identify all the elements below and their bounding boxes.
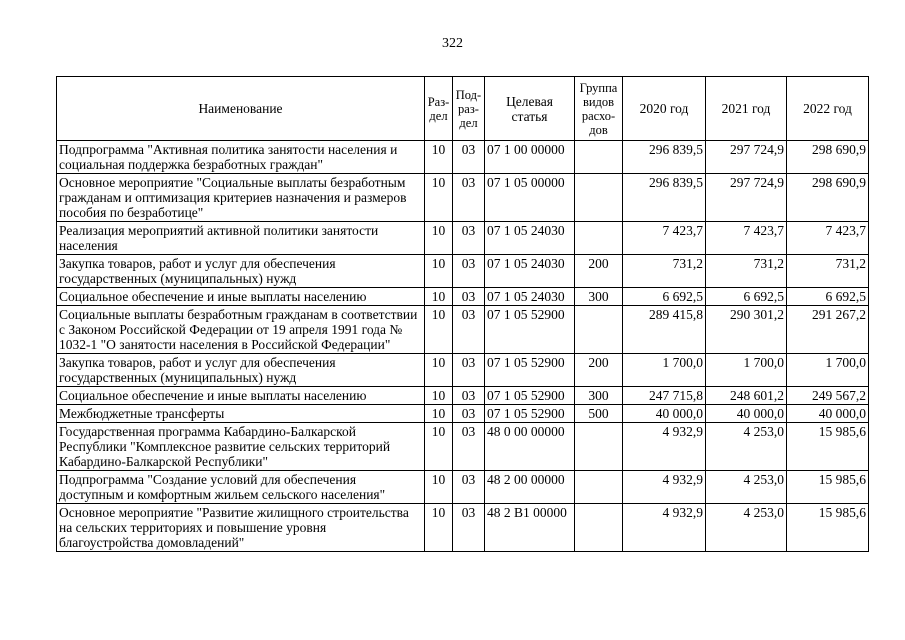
header-group xyxy=(575,77,623,141)
row-razdel: 10 xyxy=(425,504,453,552)
row-2022: 15 985,6 xyxy=(787,423,869,471)
row-razdel: 10 xyxy=(425,288,453,306)
row-group xyxy=(575,174,623,222)
row-razdel: 10 xyxy=(425,222,453,255)
header-2020: 2020 год xyxy=(623,77,706,141)
table-row xyxy=(57,405,869,423)
table-row xyxy=(57,174,869,222)
table-row xyxy=(57,255,869,288)
row-group: 300 xyxy=(575,288,623,306)
row-group: 300 xyxy=(575,387,623,405)
row-2020: 40 000,0 xyxy=(623,405,706,423)
row-2021: 731,2 xyxy=(706,255,787,288)
row-group xyxy=(575,222,623,255)
row-group xyxy=(575,504,623,552)
row-2022: 249 567,2 xyxy=(787,387,869,405)
header-target xyxy=(485,77,575,141)
row-2022: 291 267,2 xyxy=(787,306,869,354)
row-podrazdel: 03 xyxy=(453,504,485,552)
row-2021: 1 700,0 xyxy=(706,354,787,387)
row-2020: 731,2 xyxy=(623,255,706,288)
row-name: Государственная программа Кабардино-Балкарской Республики "Комплексное развитие сельских территорий Кабардино-Балкарской Республики" xyxy=(57,423,425,471)
row-podrazdel: 03 xyxy=(453,354,485,387)
row-podrazdel: 03 xyxy=(453,423,485,471)
row-2021: 4 253,0 xyxy=(706,504,787,552)
row-group xyxy=(575,141,623,174)
row-2022: 731,2 xyxy=(787,255,869,288)
table-row xyxy=(57,387,869,405)
row-2021: 297 724,9 xyxy=(706,174,787,222)
row-2021: 4 253,0 xyxy=(706,423,787,471)
header-name: Наименование xyxy=(57,77,425,141)
row-name: Реализация мероприятий активной политики занятости населения xyxy=(57,222,425,255)
row-target: 07 1 05 24030 xyxy=(485,222,575,255)
row-2021: 40 000,0 xyxy=(706,405,787,423)
row-2021: 7 423,7 xyxy=(706,222,787,255)
header-2022: 2022 год xyxy=(787,77,869,141)
row-2021: 297 724,9 xyxy=(706,141,787,174)
header-razdel xyxy=(425,77,453,141)
row-name: Закупка товаров, работ и услуг для обеспечения государственных (муниципальных) нужд xyxy=(57,354,425,387)
row-podrazdel: 03 xyxy=(453,306,485,354)
row-2021: 4 253,0 xyxy=(706,471,787,504)
table-body xyxy=(57,141,869,552)
row-group: 200 xyxy=(575,255,623,288)
row-2020: 289 415,8 xyxy=(623,306,706,354)
row-2022: 40 000,0 xyxy=(787,405,869,423)
row-2022: 1 700,0 xyxy=(787,354,869,387)
row-target: 07 1 05 24030 xyxy=(485,255,575,288)
row-target: 48 2 00 00000 xyxy=(485,471,575,504)
row-name: Основное мероприятие "Социальные выплаты безработным гражданам и оптимизация критериев назначения и размеров пособия по безработице" xyxy=(57,174,425,222)
row-group: 500 xyxy=(575,405,623,423)
row-name: Социальное обеспечение и иные выплаты населению xyxy=(57,387,425,405)
row-razdel: 10 xyxy=(425,405,453,423)
row-podrazdel: 03 xyxy=(453,222,485,255)
row-podrazdel: 03 xyxy=(453,387,485,405)
row-2021: 248 601,2 xyxy=(706,387,787,405)
row-name: Подпрограмма "Создание условий для обеспечения доступным и комфортным жильем сельского населения" xyxy=(57,471,425,504)
table-row xyxy=(57,423,869,471)
header-podrazdel xyxy=(453,77,485,141)
row-razdel: 10 xyxy=(425,141,453,174)
table-row xyxy=(57,222,869,255)
row-2022: 298 690,9 xyxy=(787,174,869,222)
row-group xyxy=(575,306,623,354)
row-2020: 6 692,5 xyxy=(623,288,706,306)
row-razdel: 10 xyxy=(425,255,453,288)
row-2020: 296 839,5 xyxy=(623,141,706,174)
row-target: 07 1 05 52900 xyxy=(485,387,575,405)
row-name: Социальное обеспечение и иные выплаты населению xyxy=(57,288,425,306)
row-2021: 290 301,2 xyxy=(706,306,787,354)
table-row xyxy=(57,354,869,387)
table-row xyxy=(57,471,869,504)
header-group-text: Группа видов расхо- дов xyxy=(579,80,618,137)
row-2020: 4 932,9 xyxy=(623,504,706,552)
row-podrazdel: 03 xyxy=(453,405,485,423)
table-header-row xyxy=(57,77,869,141)
row-2020: 296 839,5 xyxy=(623,174,706,222)
row-2022: 6 692,5 xyxy=(787,288,869,306)
row-razdel: 10 xyxy=(425,387,453,405)
row-target: 48 0 00 00000 xyxy=(485,423,575,471)
budget-table xyxy=(56,76,869,552)
row-razdel: 10 xyxy=(425,471,453,504)
row-group: 200 xyxy=(575,354,623,387)
table-row xyxy=(57,288,869,306)
header-target-text: Целевая статья xyxy=(506,93,553,124)
table-row xyxy=(57,306,869,354)
row-podrazdel: 03 xyxy=(453,174,485,222)
row-2022: 298 690,9 xyxy=(787,141,869,174)
row-podrazdel: 03 xyxy=(453,255,485,288)
header-podrazdel-text: Под- раз- дел xyxy=(455,87,482,130)
row-2020: 4 932,9 xyxy=(623,423,706,471)
table-row xyxy=(57,141,869,174)
row-2022: 7 423,7 xyxy=(787,222,869,255)
header-razdel-text: Раз- дел xyxy=(427,94,450,123)
row-name: Подпрограмма "Активная политика занятости населения и социальная поддержка безработных граждан" xyxy=(57,141,425,174)
row-2021: 6 692,5 xyxy=(706,288,787,306)
page-number: 322 xyxy=(442,36,463,51)
row-target: 07 1 05 00000 xyxy=(485,174,575,222)
row-razdel: 10 xyxy=(425,354,453,387)
row-razdel: 10 xyxy=(425,306,453,354)
row-target: 07 1 05 24030 xyxy=(485,288,575,306)
row-2020: 7 423,7 xyxy=(623,222,706,255)
row-target: 07 1 05 52900 xyxy=(485,306,575,354)
row-2020: 247 715,8 xyxy=(623,387,706,405)
row-group xyxy=(575,471,623,504)
row-2022: 15 985,6 xyxy=(787,471,869,504)
row-2020: 4 932,9 xyxy=(623,471,706,504)
row-2020: 1 700,0 xyxy=(623,354,706,387)
row-2022: 15 985,6 xyxy=(787,504,869,552)
row-razdel: 10 xyxy=(425,174,453,222)
row-target: 48 2 B1 00000 xyxy=(485,504,575,552)
table-row xyxy=(57,504,869,552)
row-target: 07 1 05 52900 xyxy=(485,354,575,387)
header-2021: 2021 год xyxy=(706,77,787,141)
row-podrazdel: 03 xyxy=(453,471,485,504)
row-name: Социальные выплаты безработным гражданам в соответствии с Законом Российской Федерации от 19 апреля 1991 года № 1032-1 "О занятости населения в Российской Федерации" xyxy=(57,306,425,354)
row-podrazdel: 03 xyxy=(453,141,485,174)
row-razdel: 10 xyxy=(425,423,453,471)
row-podrazdel: 03 xyxy=(453,288,485,306)
row-target: 07 1 05 52900 xyxy=(485,405,575,423)
row-name: Основное мероприятие "Развитие жилищного строительства на сельских территориях и повышение уровня благоустройства домовладений" xyxy=(57,504,425,552)
row-target: 07 1 00 00000 xyxy=(485,141,575,174)
row-name: Закупка товаров, работ и услуг для обеспечения государственных (муниципальных) нужд xyxy=(57,255,425,288)
row-name: Межбюджетные трансферты xyxy=(57,405,425,423)
row-group xyxy=(575,423,623,471)
